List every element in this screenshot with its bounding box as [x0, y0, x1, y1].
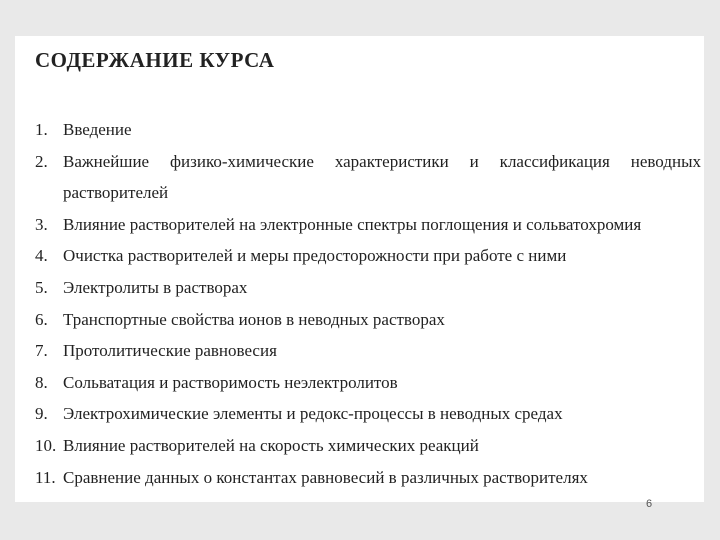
- slide-title: СОДЕРЖАНИЕ КУРСА: [35, 48, 275, 72]
- item-number: 8.: [35, 372, 48, 392]
- list-item: [35, 462, 701, 494]
- item-text: Сольватация и растворимость неэлектролитов: [63, 372, 398, 392]
- list-item: [35, 335, 701, 367]
- item-number: 1.: [35, 120, 48, 139]
- item-number: 6.: [35, 309, 48, 329]
- item-text: Влияние растворителей на скорость химических реакций: [63, 435, 479, 455]
- item-number: 3.: [35, 214, 48, 234]
- item-number: 2.: [35, 151, 48, 171]
- item-number: 10.: [35, 435, 57, 455]
- item-number: 4.: [35, 246, 48, 266]
- list-item: [35, 209, 701, 241]
- item-number: 7.: [35, 341, 48, 361]
- list-item: [35, 304, 701, 336]
- list-item: [35, 146, 701, 209]
- slide: [15, 36, 704, 510]
- list-item: [35, 398, 701, 430]
- page-number: 6: [646, 498, 653, 510]
- item-number: 5.: [35, 277, 48, 297]
- list-item: [35, 430, 701, 462]
- item-text: Электролиты в растворах: [63, 277, 248, 297]
- item-text: Важнейшие физико-химические характеристики и классификация неводных растворителей: [63, 151, 701, 203]
- item-text: Влияние растворителей на электронные спектры поглощения и сольватохромия: [63, 214, 642, 234]
- list-item: [35, 240, 701, 272]
- item-text: Электрохимические элементы и редокс-процессы в неводных средах: [63, 404, 563, 424]
- item-text: Протолитические равновесия: [63, 341, 277, 361]
- list-item: [35, 114, 701, 146]
- list-item: [35, 367, 701, 399]
- item-text: Транспортные свойства ионов в неводных растворах: [63, 309, 445, 329]
- item-number: 11.: [35, 467, 56, 487]
- item-text: Сравнение данных о константах равновесий в различных растворителях: [63, 467, 588, 487]
- item-number: 9.: [35, 404, 48, 424]
- item-text: Введение: [63, 120, 132, 139]
- item-text: Очистка растворителей и меры предосторожности при работе с ними: [63, 246, 567, 266]
- course-contents-list: [35, 114, 701, 493]
- list-item: [35, 272, 701, 304]
